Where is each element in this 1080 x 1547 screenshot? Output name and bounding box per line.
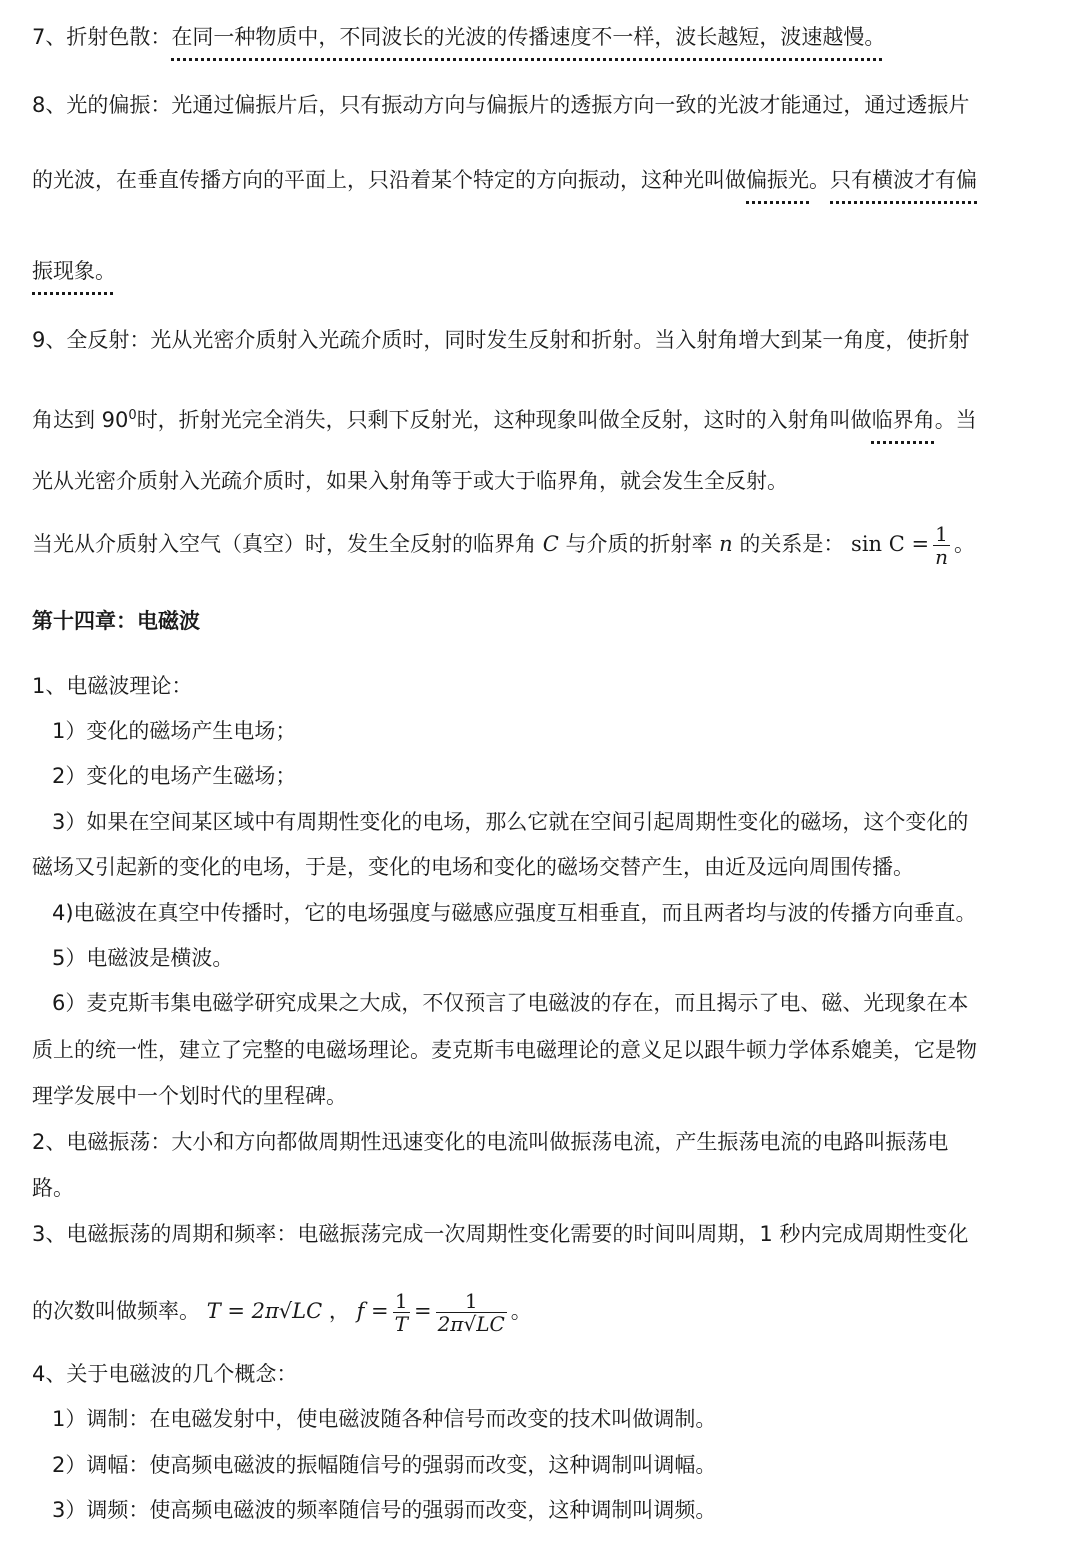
- item-8-line3: [32, 256, 116, 286]
- frac-denominator: T: [394, 1311, 408, 1336]
- frac-numerator: 1: [394, 1288, 408, 1313]
- degree-sup: 0: [128, 408, 137, 423]
- item-8-line2: [32, 165, 977, 195]
- punct: 。: [510, 1299, 532, 1323]
- frac-numerator: 1: [935, 521, 948, 546]
- item-9-text-6: 的关系是：: [739, 532, 845, 556]
- equals-sign: =: [413, 1299, 432, 1323]
- item-7-emphasis: 在同一种物质中，不同波长的光波的传播速度不一样，波长越短，波速越慢。: [171, 25, 886, 49]
- punct: 。: [809, 168, 830, 192]
- em-3-line1: 3、电磁振荡的周期和频率：电磁振荡完成一次周期性变化需要的时间叫周期，1 秒内完成周期性变化: [32, 1222, 969, 1246]
- item-7: [32, 22, 885, 52]
- item-9-line2: [32, 401, 977, 435]
- var-n: n: [719, 532, 733, 556]
- var-c: C: [542, 532, 559, 556]
- em-1-item-6a: 6）麦克斯韦集电磁学研究成果之大成，不仅预言了电磁波的存在，而且揭示了电、磁、光现象在本: [52, 991, 969, 1015]
- em-4-item-3: 3）调频：使高频电磁波的频率随信号的强弱而改变，这种调制叫调频。: [52, 1498, 717, 1522]
- item-9-text-2: 时，折射光完全消失，只剩下反射光，这种现象叫做全反射，这时的入射角叫做: [136, 408, 872, 432]
- em-1-title: 1、电磁波理论：: [32, 674, 193, 698]
- formula-period: T = 2π√LC: [206, 1299, 323, 1323]
- em-1-item-5: 5）电磁波是横波。: [52, 946, 234, 970]
- frac-1-over-2pi-sqrt-lc: [436, 1290, 507, 1335]
- term-critical-angle: 临界角: [871, 408, 935, 432]
- em-1-item-4: 4)电磁波在真空中传播时，它的电场强度与磁感应强度互相垂直，而且两者均与波的传播方向垂直。: [52, 901, 977, 925]
- frac-numerator: 1: [464, 1288, 478, 1313]
- term-polarized-light: 偏振光: [746, 168, 809, 192]
- em-2-line2: 路。: [32, 1176, 74, 1200]
- item-7-prefix: 7、折射色散：: [32, 25, 172, 49]
- item-9-line4: [32, 522, 975, 568]
- item-9-line3: 光从光密介质射入光疏介质时，如果入射角等于或大于临界角，就会发生全反射。: [32, 469, 788, 493]
- em-1-item-6c: 理学发展中一个划时代的里程碑。: [32, 1084, 347, 1108]
- punct: ，: [328, 1299, 350, 1323]
- punct: 。: [953, 532, 975, 556]
- formula-fraction: [933, 523, 950, 568]
- em-1-item-3b: 磁场又引起新的变化的电场，于是，变化的电场和变化的磁场交替产生，由近及远向周围传播。: [32, 855, 914, 879]
- em-3-text: 的次数叫做频率。: [32, 1299, 200, 1323]
- em-4-item-2: 2）调幅：使高频电磁波的振幅随信号的强弱而改变，这种调制叫调幅。: [52, 1453, 717, 1477]
- item-8-emphasis-end: 振现象。: [32, 259, 116, 283]
- em-4-title: 4、关于电磁波的几个概念：: [32, 1362, 298, 1386]
- em-1-item-3a: 3）如果在空间某区域中有周期性变化的电场，那么它就在空间引起周期性变化的磁场，这个变化的: [52, 810, 969, 834]
- em-3-line2: [32, 1286, 532, 1336]
- frac-denominator: n: [935, 544, 948, 569]
- item-9-text-5: 与介质的折射率: [565, 532, 713, 556]
- frac-denominator: 2π√LC: [437, 1311, 505, 1336]
- formula-sin-c: sin C =: [851, 532, 930, 556]
- item-9-text: 角达到 90: [32, 408, 129, 432]
- frac-1-over-t: [393, 1290, 410, 1335]
- item-9-text-4: 当光从介质射入空气（真空）时，发生全反射的临界角: [32, 532, 536, 556]
- item-8-line1: 8、光的偏振：光通过偏振片后，只有振动方向与偏振片的透振方向一致的光波才能通过，通过透振片: [32, 93, 970, 117]
- item-9-text-3: 。当: [934, 408, 977, 432]
- em-1-item-6b: 质上的统一性，建立了完整的电磁场理论。麦克斯韦电磁理论的意义足以跟牛顿力学体系媲美，它是物: [32, 1038, 977, 1062]
- em-4-item-1: 1）调制：在电磁发射中，使电磁波随各种信号而改变的技术叫做调制。: [52, 1407, 717, 1431]
- chapter-title: 第十四章：电磁波: [32, 609, 200, 633]
- item-8-text: 的光波，在垂直传播方向的平面上，只沿着某个特定的方向振动，这种光叫做: [32, 168, 746, 192]
- em-1-item-1: 1）变化的磁场产生电场；: [52, 719, 297, 743]
- em-2-line1: 2、电磁振荡：大小和方向都做周期性迅速变化的电流叫做振荡电流，产生振荡电流的电路叫振荡电: [32, 1130, 949, 1154]
- em-1-item-2: 2）变化的电场产生磁场；: [52, 764, 297, 788]
- item-8-emphasis: 只有横波才有偏: [830, 168, 977, 192]
- formula-frequency-lhs: f =: [356, 1299, 389, 1323]
- item-9-line1: 9、全反射：光从光密介质射入光疏介质时，同时发生反射和折射。当入射角增大到某一角度，使折射: [32, 328, 970, 352]
